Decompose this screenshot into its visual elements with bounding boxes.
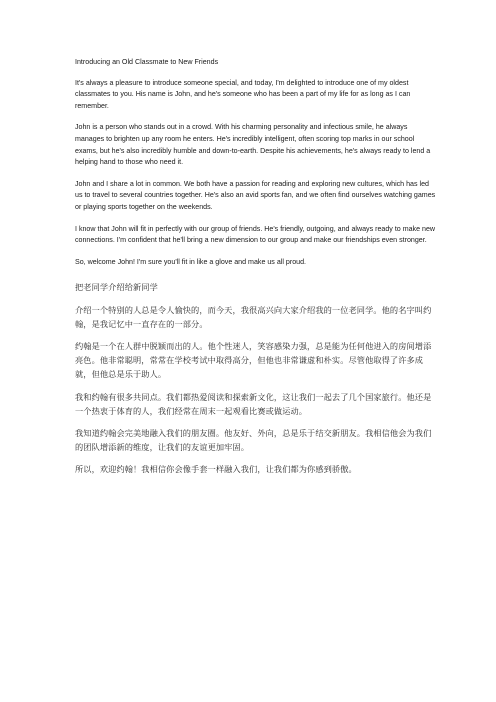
- english-paragraph-3: John and I share a lot in common. We both have a passion for reading and exploring new cultures, which has led us to travel to several countries together. He's also an avid sports fan, and we often find ourselves watching games or playing sports together on the weekends.: [75, 179, 436, 211]
- chinese-paragraph-1: 介绍一个特别的人总是令人愉快的，而今天，我很高兴向大家介绍我的一位老同学。他的名字叫约翰，是我记忆中一直存在的一部分。: [75, 304, 432, 329]
- english-paragraph-1: It's always a pleasure to introduce someone special, and today, I'm delighted to introduce one of my oldest classmates to you. His name is John, and he's someone who has been a part of my life for as long as I can remember.: [75, 78, 411, 110]
- chinese-paragraph-3: 我和约翰有很多共同点。我们都热爱阅读和探索新文化，这让我们一起去了几个国家旅行。他还是一个热衷于体育的人，我们经常在周末一起观看比赛或做运动。: [75, 391, 432, 416]
- english-paragraph-4: I know that John will fit in perfectly with our group of friends. He's friendly, outgoing, and always ready to make new connections. I'm confident that he'll bring a new dimension to our group and make our friendships even stronger.: [75, 224, 436, 245]
- english-paragraph-2: John is a person who stands out in a crowd. With his charming personality and infectious smile, he always manages to brighten up any room he enters. He's incredibly intelligent, often scoring top marks in our school exams, but he's also incredibly humble and down-to-earth. Despite his achievements, he's always ready to lend a helping hand to those who need it.: [75, 123, 431, 167]
- chinese-paragraph-5: 所以，欢迎约翰！我相信你会像手套一样融入我们，让我们都为你感到骄傲。: [75, 464, 357, 475]
- chinese-title: 把老同学介绍给新同学: [75, 282, 158, 293]
- english-paragraph-5: So, welcome John! I'm sure you'll fit in like a glove and make us all proud.: [75, 257, 307, 266]
- chinese-paragraph-4: 我知道约翰会完美地融入我们的朋友圈。他友好、外向，总是乐于结交新朋友。我相信他会为我们的团队增添新的维度，让我们的友谊更加牢固。: [75, 427, 432, 453]
- english-title: Introducing an Old Classmate to New Friends: [75, 58, 219, 66]
- chinese-paragraph-2: 约翰是一个在人群中脱颖而出的人。他个性迷人，笑容感染力强，总是能为任何他进入的房间增添亮色。他非常聪明，常常在学校考试中取得高分，但他也非常谦虚和朴实。尽管他取得了许多成就，但他总是乐于助人。: [75, 340, 432, 380]
- document-content: [75, 57, 437, 485]
